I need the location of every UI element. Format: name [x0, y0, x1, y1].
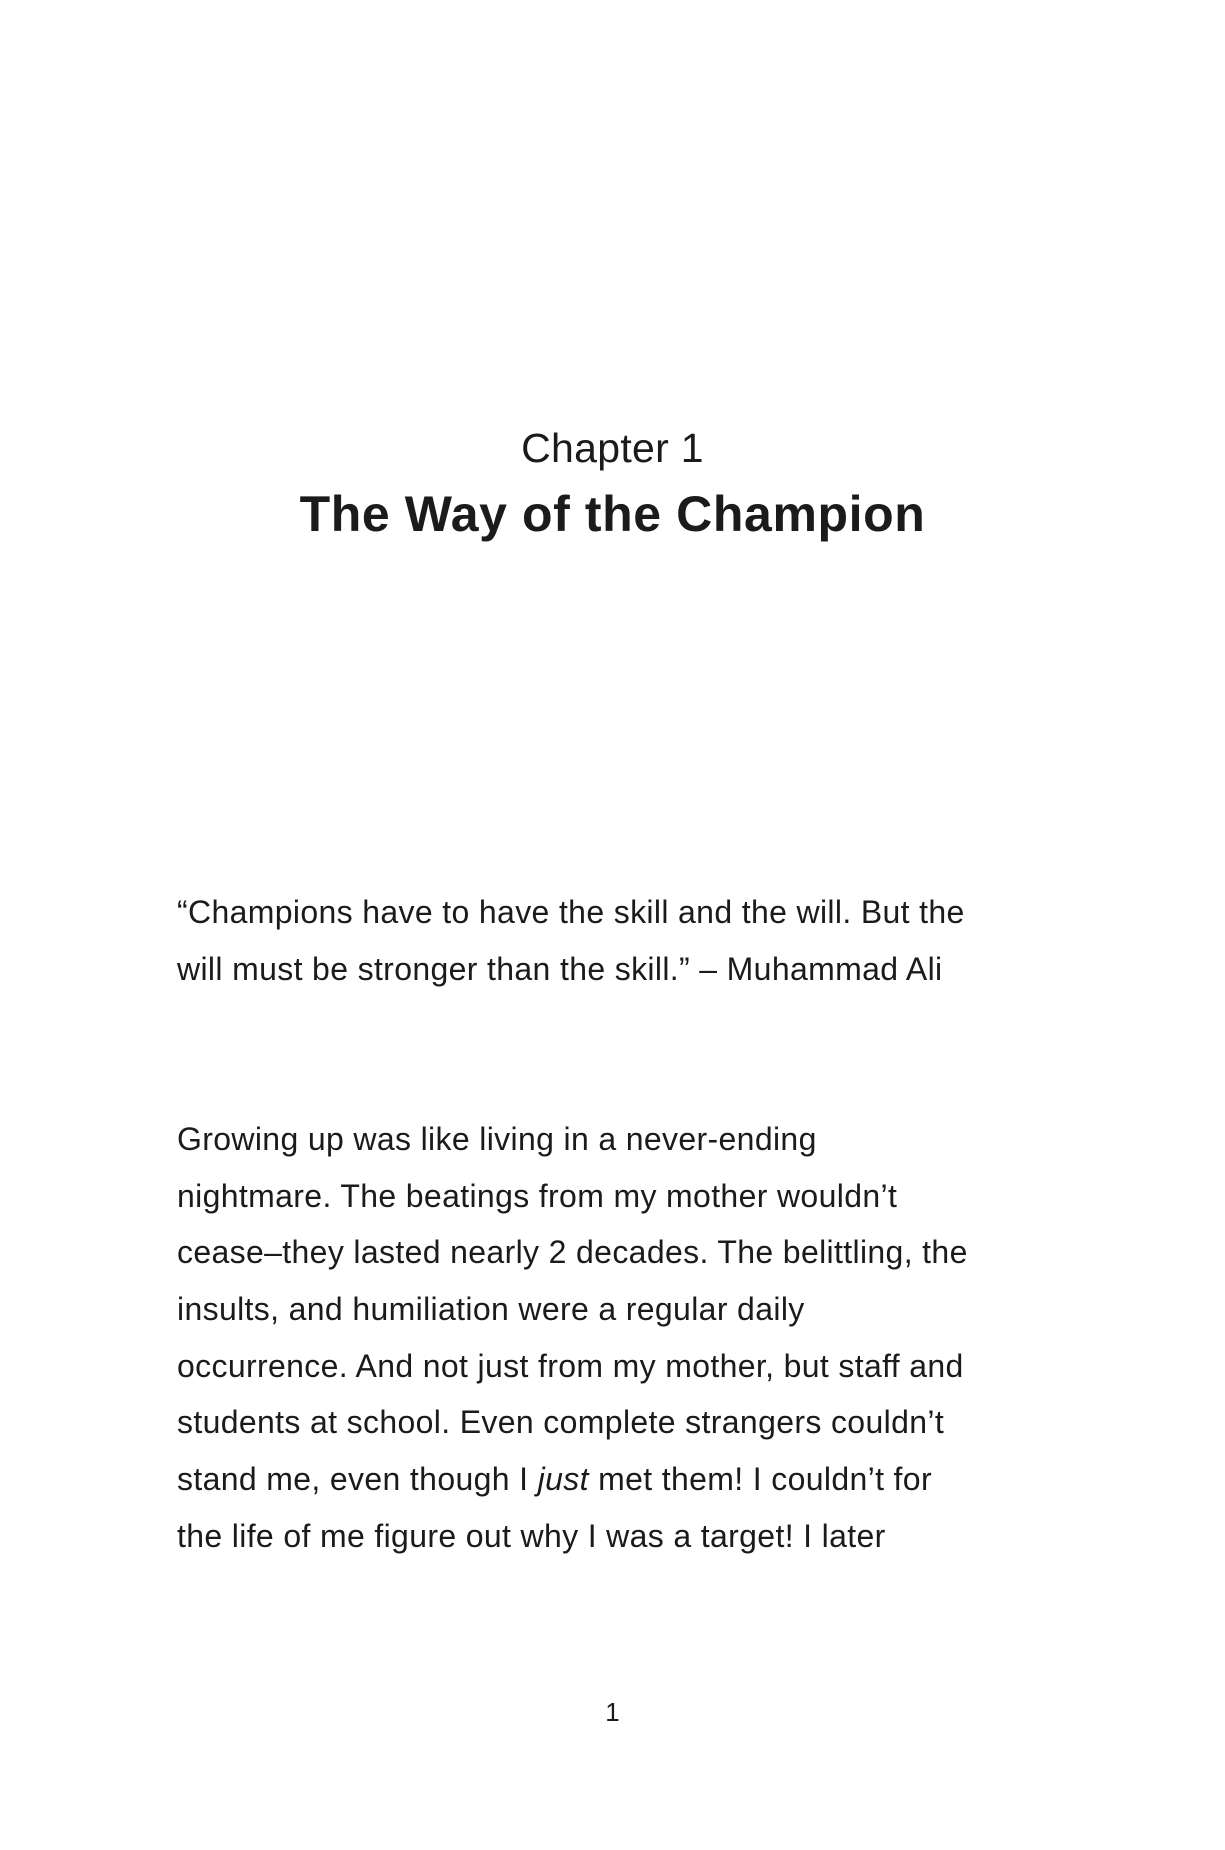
paragraph-line: nightmare. The beatings from my mother wouldn’t [177, 1177, 898, 1214]
emphasized-word: just [537, 1461, 589, 1498]
chapter-number: Chapter 1 [521, 425, 704, 471]
epigraph-quote [177, 884, 1077, 997]
page-number: 1 [605, 1697, 620, 1727]
paragraph-line: Growing up was like living in a never-ending [177, 1121, 817, 1157]
body-paragraph [177, 1111, 1077, 1565]
paragraph-line: occurrence. And not just from my mother, but staff and [177, 1347, 964, 1384]
paragraph-line-with-emphasis [177, 1451, 1077, 1508]
chapter-title: The Way of the Champion [299, 486, 926, 542]
epigraph-line: “Champions have to have the skill and the will. But the [177, 894, 965, 930]
paragraph-line: cease–they lasted nearly 2 decades. The belittling, the [177, 1234, 968, 1271]
paragraph-line: insults, and humiliation were a regular daily [177, 1291, 805, 1328]
epigraph-line: will must be stronger than the skill.” – Muhammad Ali [177, 950, 943, 987]
paragraph-line: the life of me figure out why I was a target! I later [177, 1517, 886, 1554]
line-text: stand me, even though I [177, 1461, 538, 1498]
line-text: met them! I couldn’t for [588, 1461, 932, 1498]
paragraph-line: students at school. Even complete strangers couldn’t [177, 1404, 945, 1441]
